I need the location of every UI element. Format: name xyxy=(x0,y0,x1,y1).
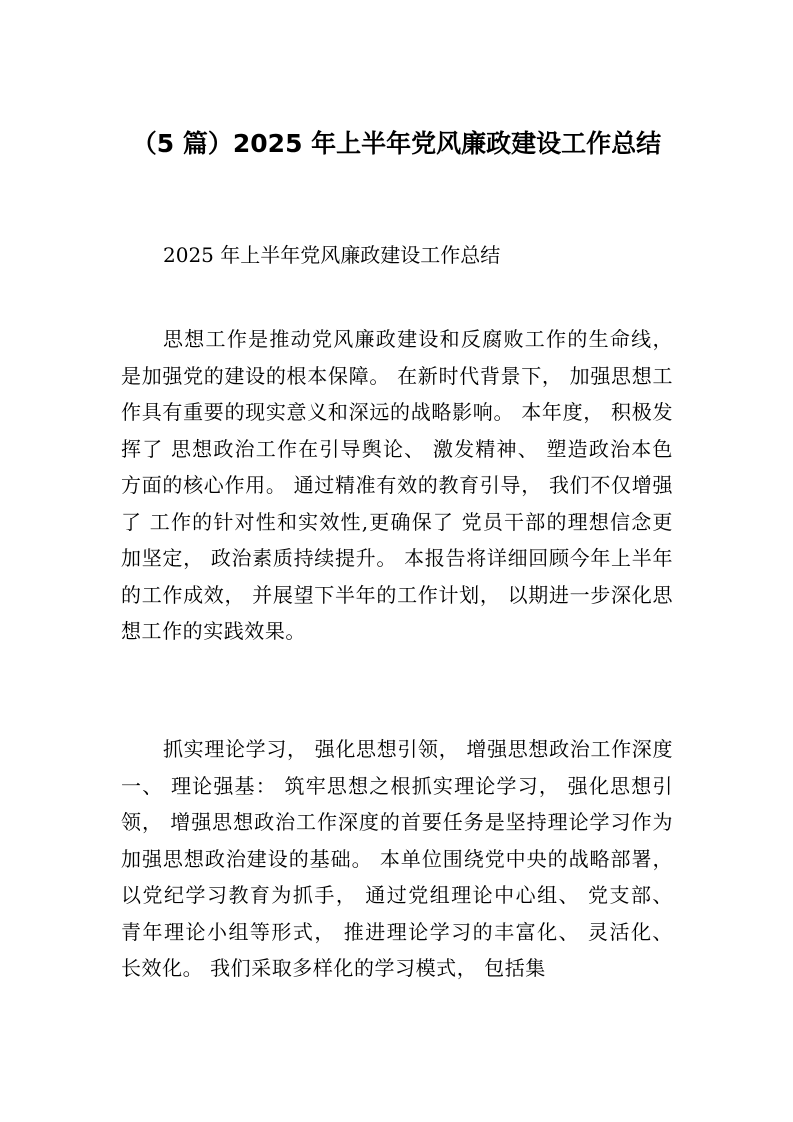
body-paragraph-2: 抓实理论学习， 强化思想引领， 增强思想政治工作深度一、 理论强基： 筑牢思想之根抓实理论学习， 强化思想引领， 增强思想政治工作深度的首要任务是坚持理论学习作为加强思想政治建设的基础。 本单位围绕党中央的战略部署， 以党纪学习教育为抓手， 通过党组理论中心组、 党支部、 青年理论小组等形式， 推进理论学习的丰富化、 灵活化、 长效化。 我们采取多样化的学习模式， 包括集 xyxy=(121,737,673,980)
body-paragraph-1: 思想工作是推动党风廉政建设和反腐败工作的生命线，是加强党的建设的根本保障。 在新时代背景下， 加强思想工作具有重要的现实意义和深远的战略影响。 本年度， 积极发挥了 思想政治工作在引导舆论、 激发精神、 塑造政治本色方面的核心作用。 通过精准有效的教育引导， 我们不仅增强了 工作的针对性和实效性,更确保了 党员干部的理想信念更加坚定， 政治素质持续提升。 本报告将详细回顾今年上半年的工作成效， 并展望下半年的工作计划， 以期进一步深化思想工作的实践效果。 xyxy=(121,327,673,643)
document-title: （5 篇）2025 年上半年党风廉政建设工作总结 xyxy=(131,129,662,158)
document-subtitle: 2025 年上半年党风廉政建设工作总结 xyxy=(163,243,501,267)
